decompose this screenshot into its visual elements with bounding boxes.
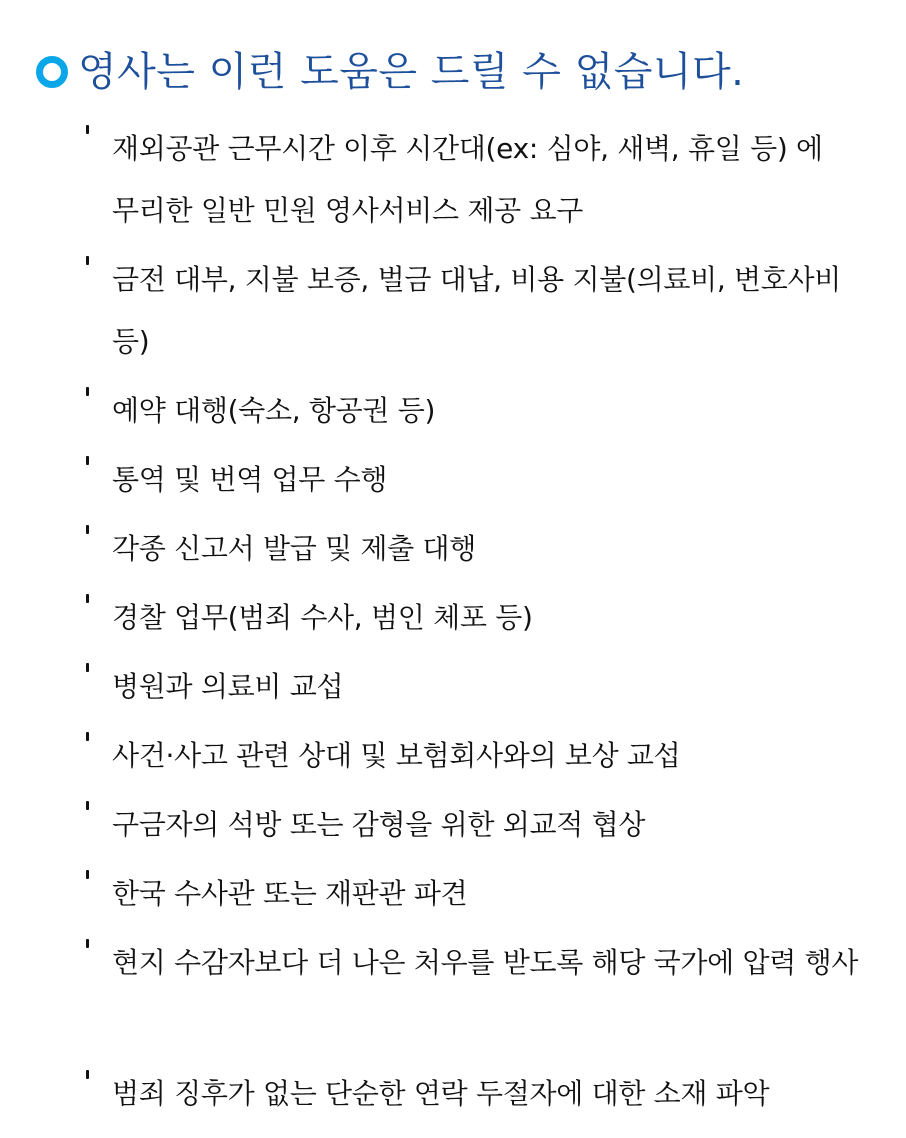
list-item-text: 통역 및 번역 업무 수행 — [112, 463, 388, 496]
ring-bullet-icon — [36, 56, 68, 88]
heading-title: 영사는 이런 도움은 드릴 수 없습니다. — [78, 49, 745, 95]
bullet-icon — [86, 1070, 89, 1079]
list-item-text: 현지 수감자보다 더 나은 처우를 받도록 해당 국가에 압력 행사 — [112, 946, 859, 979]
list-item-text: 한국 수사관 또는 재판관 파견 — [112, 877, 468, 910]
bullet-icon — [86, 663, 89, 672]
list-item-text: 각종 신고서 발급 및 제출 대행 — [112, 532, 476, 565]
bullet-icon — [86, 125, 89, 134]
bullet-icon — [86, 525, 89, 534]
bullet-icon — [86, 456, 89, 465]
bullet-icon — [86, 256, 89, 265]
bullet-icon — [86, 870, 89, 879]
list-item-text: 병원과 의료비 교섭 — [112, 670, 344, 703]
bullet-icon — [86, 732, 89, 741]
list-item-text: 범죄 징후가 없는 단순한 연락 두절자에 대한 소재 파악 — [112, 1077, 770, 1110]
bullet-icon — [86, 801, 89, 810]
list-item-text: 예약 대행(숙소, 항공권 등) — [112, 394, 436, 427]
list-item-text: 금전 대부, 지불 보증, 벌금 대납, 비용 지불(의료비, 변호사비 등) — [112, 263, 842, 358]
section-heading — [36, 42, 744, 102]
list-item-text: 구금자의 석방 또는 감형을 위한 외교적 협상 — [112, 808, 646, 841]
bullet-icon — [86, 387, 89, 396]
list-item-text: 재외공관 근무시간 이후 시간대(ex: 심야, 새벽, 휴일 등) 에 무리한 일반 민원 영사서비스 제공 요구 — [112, 132, 823, 227]
bullet-icon — [86, 594, 89, 603]
list-item-text: 사건·사고 관련 상대 및 보험회사와의 보상 교섭 — [112, 739, 681, 772]
bullet-icon — [86, 939, 89, 948]
list-item-text: 경찰 업무(범죄 수사, 범인 체포 등) — [112, 601, 533, 634]
